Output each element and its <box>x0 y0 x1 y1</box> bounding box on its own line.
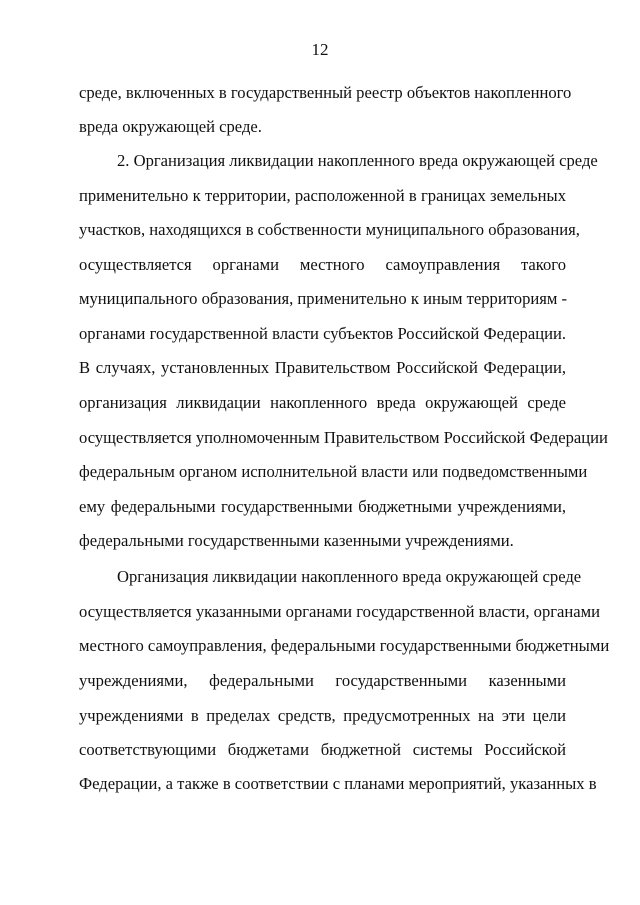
text-line-10: организация ликвидации накопленного вреда окружающей среде <box>79 393 566 412</box>
text-line-6: осуществляется органами местного самоуправления такого <box>79 255 566 274</box>
text-line-14: федеральными государственными казенными учреждениями. <box>79 531 514 550</box>
text-line-7: муниципального образования, применительно к иным территориям - <box>79 289 568 308</box>
text-line-8: органами государственной власти субъектов Российской Федерации. <box>79 324 566 343</box>
text-line-18: учреждениями, федеральными государственными казенными <box>79 671 566 690</box>
text-line-9: В случаях, установленных Правительством Российской Федерации, <box>79 358 566 377</box>
text-line-13: ему федеральными государственными бюджетными учреждениями, <box>79 497 566 516</box>
text-line-11: осуществляется уполномоченным Правительством Российской Федерации <box>79 428 608 447</box>
text-line-3: 2. Организация ликвидации накопленного вреда окружающей среде <box>117 151 598 170</box>
text-line-2: вреда окружающей среде. <box>79 117 262 136</box>
text-line-17: местного самоуправления, федеральными государственными бюджетными <box>79 636 610 655</box>
text-line-12: федеральным органом исполнительной власти или подведомственными <box>79 462 588 481</box>
text-line-21: Федерации, а также в соответствии с планами мероприятий, указанных в <box>79 774 597 793</box>
text-line-19: учреждениями в пределах средств, предусмотренных на эти цели <box>79 706 566 725</box>
page-number: 12 <box>311 40 329 59</box>
text-line-4: применительно к территории, расположенной в границах земельных <box>79 186 566 205</box>
text-line-20: соответствующими бюджетами бюджетной системы Российской <box>79 740 566 759</box>
text-line-5: участков, находящихся в собственности муниципального образования, <box>79 220 580 239</box>
text-line-1: среде, включенных в государственный реестр объектов накопленного <box>79 83 572 102</box>
text-line-15: Организация ликвидации накопленного вреда окружающей среде <box>117 567 582 586</box>
text-line-16: осуществляется указанными органами государственной власти, органами <box>79 602 601 621</box>
